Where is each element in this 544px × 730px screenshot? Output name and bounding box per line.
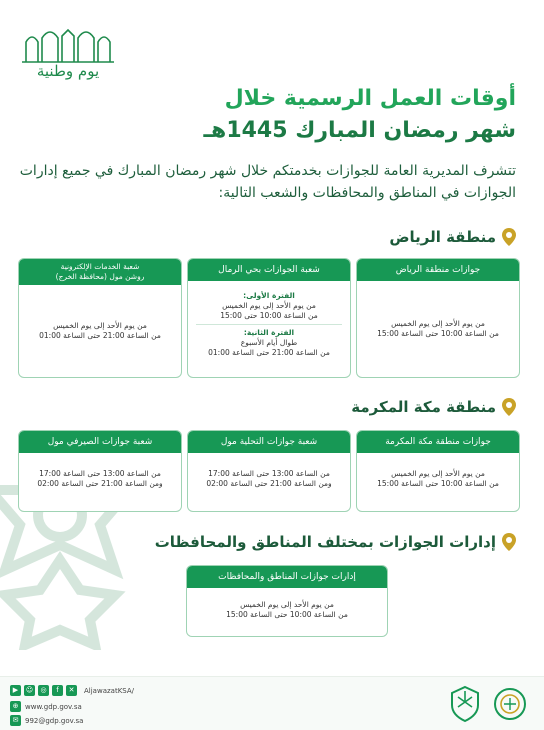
section-title-riyadh: منطقة الرياض: [389, 228, 496, 246]
card-body: [19, 285, 181, 341]
section-makkah: [351, 398, 516, 416]
intro-text: تتشرف المديرية العامة للجوازات بخدمتكم خلال شهر رمضان المبارك في جميع إدارات الجوازات في المناطق والمحافظات والشعب التالية:: [19, 163, 516, 201]
working-hours: من الساعة 10:00 حتى الساعة 15:00: [377, 479, 499, 488]
social-links: [10, 685, 134, 696]
section-riyadh: [389, 228, 516, 246]
website-link[interactable]: www.gdp.gov.sa: [25, 702, 82, 711]
working-hours: من الساعة 21:00 حتى الساعة 01:00: [39, 331, 161, 340]
card-header: [19, 259, 181, 285]
card-regions: [186, 565, 388, 637]
globe-icon: ⊕: [10, 701, 21, 712]
working-days: من يوم الأحد إلى يوم الخميس: [391, 469, 485, 478]
card-body: [19, 453, 181, 489]
period-two-days: طوال أيام الأسبوع: [240, 338, 298, 347]
email-icon: ✉: [10, 715, 21, 726]
working-hours: من الساعة 10:00 حتى الساعة 15:00: [377, 329, 499, 338]
card-header-line2: روشن مول (محافظة الخرج): [55, 272, 145, 281]
card-body: [187, 588, 387, 620]
facebook-icon[interactable]: f: [52, 685, 63, 696]
card-body: [357, 281, 519, 339]
period-two-hours: من الساعة 21:00 حتى الساعة 01:00: [208, 348, 330, 357]
card-body: [188, 281, 350, 358]
location-pin-icon: [502, 533, 516, 551]
card-riyadh-eservices: [18, 258, 182, 378]
card-header-line1: شعبة الخدمات الإلكترونية: [60, 262, 140, 271]
ministry-interior-emblem-icon: [448, 685, 482, 723]
card-header: إدارات جوازات المناطق والمحافظات: [187, 566, 387, 588]
card-header: شعبة جوازات الصيرفي مول: [19, 431, 181, 453]
emblems: [448, 685, 528, 723]
working-hours: من الساعة 10:00 حتى الساعة 15:00: [226, 610, 348, 619]
working-hours-line2: ومن الساعة 21:00 حتى الساعة 02:00: [37, 479, 163, 488]
working-hours-line1: من الساعة 13:00 حتى الساعة 17:00: [39, 469, 161, 478]
email-link[interactable]: 992@gdp.gov.sa: [25, 716, 84, 725]
card-header: جوازات منطقة مكة المكرمة: [357, 431, 519, 453]
section-title-makkah: منطقة مكة المكرمة: [351, 398, 496, 416]
working-days: من يوم الأحد إلى يوم الخميس: [240, 600, 334, 609]
snapchat-icon[interactable]: ☺: [25, 686, 34, 694]
card-body: [357, 453, 519, 489]
page-title-line1: أوقات العمل الرسمية خلال: [224, 86, 516, 111]
passports-emblem-icon: [492, 685, 528, 723]
logo-script-text: يوم وطنية: [36, 62, 100, 80]
card-body: [188, 453, 350, 489]
period-two-label: الفترة الثانية:: [243, 328, 295, 337]
card-makkah-sairafi: [18, 430, 182, 512]
working-hours-line1: من الساعة 13:00 حتى الساعة 17:00: [208, 469, 330, 478]
card-header: شعبة جوازات التحلية مول: [188, 431, 350, 453]
social-handle[interactable]: AljawazatKSA/: [84, 686, 135, 695]
card-makkah-tahlia: [187, 430, 351, 512]
working-days: من يوم الأحد إلى يوم الخميس: [391, 319, 485, 328]
instagram-icon[interactable]: ◎: [38, 685, 49, 696]
website-row: [10, 701, 82, 712]
divider: [196, 324, 342, 325]
page-title-line2: شهر رمضان المبارك 1445هـ: [203, 118, 516, 143]
section-regions: [155, 533, 516, 551]
card-makkah-region: [356, 430, 520, 512]
period-one-days: من يوم الأحد إلى يوم الخميس: [222, 301, 316, 310]
location-pin-icon: [502, 398, 516, 416]
footer: [0, 676, 544, 730]
national-day-logo: [18, 24, 118, 88]
building-arch-icon: [18, 24, 118, 64]
card-riyadh-region: [356, 258, 520, 378]
x-icon[interactable]: ✕: [66, 685, 77, 696]
working-hours-line2: ومن الساعة 21:00 حتى الساعة 02:00: [206, 479, 332, 488]
card-header: جوازات منطقة الرياض: [357, 259, 519, 281]
section-title-regions: إدارات الجوازات بمختلف المناطق والمحافظات: [154, 533, 496, 551]
card-header: شعبة الجوازات بحي الرمال: [188, 259, 350, 281]
period-one-label: الفترة الأولى:: [243, 291, 295, 300]
card-riyadh-rimal: [187, 258, 351, 378]
youtube-icon[interactable]: ▶: [10, 685, 21, 696]
working-days: من يوم الأحد إلى يوم الخميس: [53, 321, 147, 330]
period-one-hours: من الساعة 10:00 حتى 15:00: [220, 311, 318, 320]
email-row: [10, 715, 83, 726]
location-pin-icon: [502, 228, 516, 246]
